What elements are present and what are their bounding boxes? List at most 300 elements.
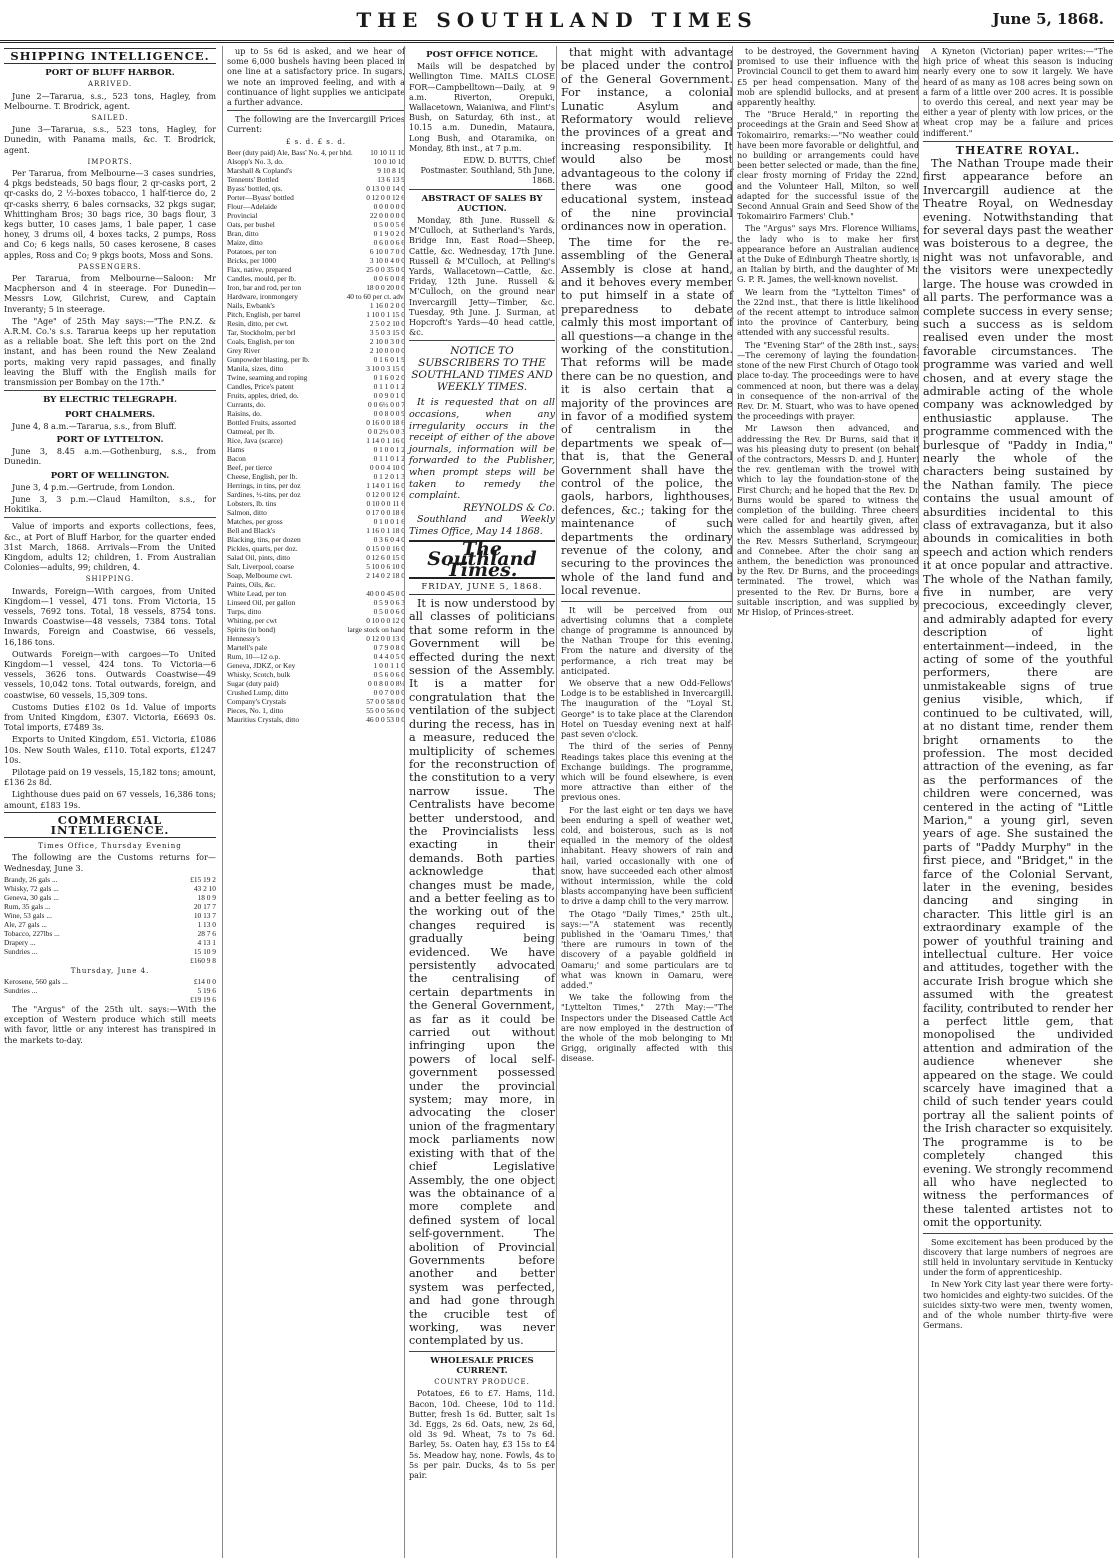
- price-row: [227, 454, 405, 463]
- item-value: 6 10 0 7 0 0: [369, 246, 405, 256]
- item-value: 46 0 0 53 0 0: [366, 714, 405, 724]
- price-row: [227, 481, 405, 490]
- divider: [923, 141, 1113, 142]
- item-name: Soap, Melbourne cwt.: [227, 570, 293, 580]
- price-row: [227, 598, 405, 607]
- item-name: Beer (duty paid) Ale, Bass' No. 4, per hhd.: [227, 147, 353, 157]
- price-row: [227, 238, 405, 247]
- item-name: Coals, English, per ton: [227, 336, 295, 346]
- price-row: [227, 202, 405, 211]
- item-name: Wine, 53 gals ...: [4, 910, 52, 920]
- price-row: [227, 373, 405, 382]
- item-value: 1 14 0 1 16 0: [366, 480, 405, 490]
- item-name: Sundries ...: [4, 986, 38, 996]
- item-value: 15 10 9: [193, 946, 216, 956]
- item-value: 0 1 2 0 1 3: [373, 471, 405, 481]
- item-name: Cheese, English, per lb.: [227, 471, 298, 481]
- prices-header: £ s. d. £ s. d.: [285, 137, 347, 146]
- item-name: Hardware, ironmongery: [227, 291, 299, 301]
- item-name: White Lead, per ton: [227, 588, 287, 598]
- news-nathan-troupe: It will be perceived from our advertising columns that a complete change of programme is announced by the Nathan Troupe for this evening. From the nature and diversity of the performance, a rich treat may be anticipated.: [561, 604, 733, 676]
- times-office-line: Times Office, Thursday Evening: [38, 842, 182, 851]
- item-value: 0 5 0 0 5 6: [373, 219, 405, 229]
- duty-row: [4, 938, 216, 947]
- item-value: 0 7 9 0 8 0: [373, 642, 405, 652]
- divider: [561, 601, 733, 602]
- column-prices: [222, 46, 409, 1558]
- paper-nameplate: The Southland Times.: [409, 540, 555, 579]
- item-name: Tar, Stockholm, per brl: [227, 327, 296, 337]
- subscribers-notice-title: NOTICE TO SUBSCRIBERS TO THE SOUTHLAND TIMES AND WEEKLY TIMES.: [411, 345, 553, 394]
- duty-row: [4, 929, 216, 938]
- duty-row: [4, 986, 216, 995]
- item-name: Oats, per bushel: [227, 219, 275, 229]
- section-commercial-title: COMMERCIAL INTELLIGENCE.: [4, 812, 216, 838]
- item-name: Tobacco, 227lbs ...: [4, 928, 60, 938]
- news-kentucky: Some excitement has been produced by the discovery that large numbers of negroes are still held in involuntary servitude in Kentucky under the form of apprenticeship.: [923, 1236, 1113, 1278]
- column-theatre: [918, 46, 1114, 1558]
- item-value: £160 9 8: [190, 955, 216, 965]
- item-name: Mauritius Crystals, ditto: [227, 714, 300, 724]
- lighthouse-text: Lighthouse dues paid on 67 vessels, 16,386 tons; amount, £183 19s.: [4, 789, 216, 810]
- item-name: Rum, 10—12 o.p.: [227, 651, 281, 661]
- item-name: Crushed Lump, ditto: [227, 687, 289, 697]
- item-name: Manila, sizes, ditto: [227, 363, 284, 373]
- item-name: Martell's pale: [227, 642, 268, 652]
- item-name: Spirits (in bond): [227, 624, 276, 634]
- item-name: Marshall & Copland's: [227, 165, 292, 175]
- customs-text: Customs Duties £102 0s 1d. Value of imports from United Kingdom, £307. Victoria, £6693 0s. Total imports, £7489 3s.: [4, 701, 216, 733]
- price-row: [227, 625, 405, 634]
- item-name: Maize, ditto: [227, 237, 263, 247]
- item-value: 28 7 6: [197, 928, 216, 938]
- wholesale-title: WHOLESALE PRICES CURRENT.: [430, 1355, 534, 1376]
- price-row: [227, 265, 405, 274]
- item-name: Whiting, per cwt: [227, 615, 277, 625]
- price-row: [227, 526, 405, 535]
- duty-row: [4, 920, 216, 929]
- price-row: [227, 310, 405, 319]
- price-row: [227, 301, 405, 310]
- duty-row: [4, 902, 216, 911]
- price-row: [227, 292, 405, 301]
- item-value: 40 to 60 per ct. adv.: [346, 291, 405, 301]
- item-value: 0 5 9 0 6 3: [373, 597, 405, 607]
- item-name: Fruits, apples, dried, do.: [227, 390, 299, 400]
- item-value: 0 1 0 0 1 2: [373, 444, 405, 454]
- price-row: [227, 715, 405, 724]
- price-row: [227, 193, 405, 202]
- argus-report: The "Argus" of the 25th ult. says:—With the exception of Western produce which still meets with favor, little or any interest has transpired in the markets to-day.: [4, 1004, 216, 1045]
- price-row: [227, 211, 405, 220]
- duties-list-2: [4, 977, 216, 1004]
- item-name: Nails, Ewbank's: [227, 300, 275, 310]
- item-name: Matches, per gross: [227, 516, 283, 526]
- subhead-telegraph: BY ELECTRIC TELEGRAPH.: [43, 395, 177, 406]
- item-value: 18 0 9: [197, 892, 216, 902]
- item-value: 0 4 4 0 5 0: [373, 651, 405, 661]
- duties-list: [4, 875, 216, 965]
- price-row: [227, 229, 405, 238]
- item-value: 0 17 0 0 18 6: [366, 507, 405, 517]
- news-penny-readings: The third of the series of Penny Readings takes place this evening at the Exchange buildings. The programme, which will be found elsewhere, is even more attractive than either of the previous ones.: [561, 741, 733, 803]
- item-name: Iron, bar and rod, per ton: [227, 282, 302, 292]
- country-produce-label: COUNTRY PRODUCE.: [434, 1378, 530, 1387]
- item-value: 0 12 6 0 15 0: [366, 552, 405, 562]
- item-value: 0 1 6 0 2 0: [373, 372, 405, 382]
- label-sailed: SAILED.: [91, 114, 129, 123]
- price-row: [227, 544, 405, 553]
- label-shipping: SHIPPING.: [85, 575, 135, 584]
- price-row: [227, 679, 405, 688]
- column-shipping: [4, 46, 220, 1558]
- divider: [409, 1351, 555, 1352]
- price-row: [227, 328, 405, 337]
- item-value: 20 17 7: [193, 901, 216, 911]
- item-value: 22 0 0 0 0 0: [369, 210, 405, 220]
- item-name: Bricks, per 1000: [227, 255, 277, 265]
- item-value: 1 16 0 2 0 0: [369, 300, 405, 310]
- item-value: 0 1 1 0 1 2: [373, 453, 405, 463]
- price-row: [227, 589, 405, 598]
- item-value: 10 10 11 10: [370, 147, 405, 157]
- item-name: Bran, ditto: [227, 228, 259, 238]
- divider: [227, 110, 405, 111]
- divider: [4, 390, 216, 391]
- item-name: Pickles, quarts, per doz.: [227, 543, 298, 553]
- label-arrived: ARRIVED.: [87, 80, 133, 89]
- duty-row: [4, 995, 216, 1004]
- item-name: Salt, Liverpool, coarse: [227, 561, 294, 571]
- news-argus: The "Argus" says Mrs. Florence Williams, the lady who is to make her first appearance before an Australian audience at the Duke of Edinburgh Theatre shortly, is an Italian by birth, and the daughter of Mr G. P. R. James, the well-known novelist.: [737, 223, 919, 285]
- price-row: [227, 418, 405, 427]
- duty-row: [4, 875, 216, 884]
- item-value: 9 10 8 10: [377, 165, 405, 175]
- item-name: Brandy, 26 gals ...: [4, 874, 58, 884]
- price-row: [227, 436, 405, 445]
- item-value: 0 1 0 0 1 6: [373, 516, 405, 526]
- price-row: [227, 580, 405, 589]
- item-name: Paints, Oils, &c.: [227, 579, 276, 589]
- item-name: Rum, 35 gals ...: [4, 901, 51, 911]
- item-value: 2 5 0 2 10 0: [369, 318, 405, 328]
- produce-prices: Potatoes, £6 to £7. Hams, 11d. Bacon, 10d. Cheese, 10d to 11d. Butter, fresh 1s 6d. Butter, salt 1s 3d. Eggs, 2s 6d. Oats, new, 2s 6d, old 3s 9d. Wheat, 7s to 7s 6d. Barley, 5s. Oaten hay, £3 15s to £4 5s. Meadow hay, none. Fowls, 4s to 5s per pair. Ducks, 4s to 5s per pair.: [409, 1388, 555, 1481]
- item-value: 0 10 0 0 11 6: [366, 498, 405, 508]
- thursday-line: Thursday, June 4.: [70, 966, 150, 975]
- collections-text: Value of imports and exports collections, fees, &c., at Port of Bluff Harbor, for the quarter ended 31st March, 1868. Arrivals—From the United Kingdom, adults 12; children, 1. From Australian Colonies—adults, 99; children, 4.: [4, 521, 216, 573]
- item-name: Currants, do.: [227, 399, 266, 409]
- item-value: 0 1 9 0 2 0: [373, 228, 405, 238]
- price-row: [227, 490, 405, 499]
- item-value: 0 5 0 0 6 0: [373, 606, 405, 616]
- pilotage-text: Pilotage paid on 19 vessels, 15,182 tons; amount, £136 2s 8d.: [4, 767, 216, 788]
- price-row: [227, 157, 405, 166]
- item-name: Potatoes, per ton: [227, 246, 277, 256]
- price-row: [227, 553, 405, 562]
- item-name: Sardines, ½-tins, per doz: [227, 489, 301, 499]
- news-kyneton: A Kyneton (Victorian) paper writes:—"The high price of wheat this season is inducing nearly every one to sow it largely. We have heard of as many as 108 acres being sown on a farm of a little over 200 acres. It is possible to overdo this cereal, and next year may be either a year of plenty with low prices, or the wheat crop may be a failure and prices indifferent.": [923, 46, 1113, 138]
- item-value: 0 12 0 0 12 6: [366, 489, 405, 499]
- news-salmon: We learn from the "Lyttelton Times" of the 22nd inst., that there is little likelihood of the recent attempt to introduce salmon into the province of Canterbury, being attended with any successful results.: [737, 286, 919, 338]
- item-name: Bacon: [227, 453, 246, 463]
- item-name: Ale, 27 gals ...: [4, 919, 47, 929]
- price-row: [227, 643, 405, 652]
- price-row: [227, 400, 405, 409]
- price-row: [227, 355, 405, 364]
- item-value: 43 2 10: [193, 883, 216, 893]
- duty-row: [4, 911, 216, 920]
- item-value: 13 6 13 9: [377, 174, 405, 184]
- auction-title: ABSTRACT OF SALES BY AUCTION.: [421, 193, 543, 214]
- item-value: £19 19 6: [190, 995, 216, 1005]
- post-office-title: POST OFFICE NOTICE.: [426, 50, 538, 60]
- price-row: [227, 472, 405, 481]
- item-value: 2 10 0 0 0 0: [369, 345, 405, 355]
- label-imports: IMPORTS.: [87, 157, 133, 166]
- item-value: 25 0 0 35 0 0: [366, 264, 405, 274]
- column-notices: [404, 46, 559, 1558]
- item-name: Bottled Fruits, assorted: [227, 417, 296, 427]
- price-row: [227, 166, 405, 175]
- item-value: 0 16 0 0 18 6: [366, 417, 405, 427]
- outwards-text: Outwards Foreign—with cargoes—To United Kingdom—1 vessel, 424 tons. To Victoria—6 vessels, 3626 tons. Outwards Coastwise—49 vessels, 10,042 tons. Total outwards, foreign, and coastwise, 60 vessels, 15,309 tons.: [4, 648, 216, 700]
- item-name: Drapery ...: [4, 937, 36, 947]
- news-oamaru: The Otago "Daily Times," 25th ult., says:—"A statement was recently published in the 'Oamaru Times,' that 'there are rumours in town of the discovery of a payable goldfield in Oamaru;' and some particulars are to what was known in Oamaru, were added.": [561, 908, 733, 990]
- item-value: 3 10 0 4 0 0: [369, 255, 405, 265]
- item-value: 2 10 0 3 0 0: [369, 336, 405, 346]
- price-row: [227, 652, 405, 661]
- item-value: 3 10 0 3 15 0: [366, 363, 405, 373]
- leader-continued-2: The time for the re-assembling of the General Assembly is close at hand, and it behoves every member to put himself in a state of preparedness to debate calmly this most important of all questions—a change in the working of the constitution. That reforms will be made there can be no question, and it is also certain that a majority of the provinces are in favor of a modified system of centralism in the departments we speak of—that is, that the General Government shall have the control of the police, the gaols, harbors, lighthouses, defences, &c.; taking for the maintenance of such departments the ordinary revenue of the colony, and securing to the provinces the whole of the land fund and local revenue.: [561, 235, 733, 598]
- subhead-port-chalmers: PORT CHALMERS.: [64, 409, 156, 420]
- item-name: Byass' bottled, qts.: [227, 183, 283, 193]
- leader-article: It is now understood by all classes of politicians that some reform in the Government will be effected during the next session of the Assembly. It is a matter for congratulation that the ventilation of the subject during the recess, has in a measure, reduced the multiplicity of schemes for the reconstruction of the constitution to a very narrow issue. The Centralists have become better understood, and the Provincialists less exacting in their demands. Both parties acknowledge that changes must be made, and a better feeling as to the working out of the changes required is gradually being evidenced. We have persistently advocated the centralising of certain departments in the General Government, as far as it could be carried out without infringing upon the powers of local self-government possessed under the provincial system; may more, in advocating the closer union of the fragmentary mock parliaments now existing with that of the chief Legislative Assembly, the one object was the obtainance of a more complete and defined system of local self-government. The abolition of Provincial Governments before another and better system was perfected, and had gone through the crucible test of working, was never contemplated by us.: [409, 597, 555, 1348]
- item-name: Salad Oil, pints, ditto: [227, 552, 291, 562]
- item-value: 10 13 7: [193, 910, 216, 920]
- duty-row: [4, 956, 216, 965]
- port-lyttelton-entry: June 3, 8.45 a.m.—Gothenburg, s.s., from Dunedin.: [4, 446, 216, 467]
- item-name: Company's Crystals: [227, 696, 287, 706]
- price-row: [227, 256, 405, 265]
- item-name: Twine, seaming and roping: [227, 372, 308, 382]
- item-name: Flax, native, prepared: [227, 264, 292, 274]
- price-row: [227, 346, 405, 355]
- item-value: £15 19 2: [190, 874, 216, 884]
- price-row: [227, 220, 405, 229]
- price-row: [227, 499, 405, 508]
- news-odd-fellows: We observe that a new Odd-Fellows' Lodge is to be established in Invercargill. The inauguration of the "Loyal St. George" is to take place at the Clarendon Hotel on Tuesday evening next at half-past seven o'clock.: [561, 678, 733, 740]
- duty-row: [4, 884, 216, 893]
- leader-continued-1: that might with advantage be placed under the control of the General Government. For instance, a colonial Lunatic Asylum and Reformatory would relieve the provinces of a great and increasing responsibility. It would also be most advantageous to the colony if there was one good educational system, instead of the nine provincial ordinances now in operation.: [561, 46, 733, 234]
- price-row: [227, 571, 405, 580]
- label-passengers: PASSENGERS.: [78, 262, 142, 271]
- price-row: [227, 670, 405, 679]
- post-office-signature: EDW. D. BUTTS, Chief Postmaster. Southland, 5th June, 1868.: [420, 155, 555, 186]
- port-wellington-arrival: June 3, 4 p.m.—Gertrude, from London.: [12, 481, 176, 492]
- item-value: 1 14 0 1 16 0: [366, 435, 405, 445]
- item-name: Porter—Byass' bottled: [227, 192, 294, 202]
- imports-text: Per Tararua, from Melbourne—3 cases sundries, 4 pkgs bedsteads, 50 bags flour, 2 qr-casks port, 2 qr-casks do, 2 ½-boxes tobacco, 1 half-tierce do, 2 qr-casks sherry, 6 bales cornsacks, 32 pkgs sugar, Whittingham Bros; 30 bags rice, 30 bags flour, 3 kegs butter, 10 cases jams, 1 bale paper, 1 case honey, 3 drums oil, 4 boxes tacks, 2 pumps, Ross and Co; 6 kegs nails, 50 cases kerosene, 8 cases apples, Ross and Co; 9 pkgs boots, Moss and Sons.: [4, 168, 216, 260]
- item-value: 10 0 10 10: [373, 156, 405, 166]
- item-name: Provincial: [227, 210, 258, 220]
- item-value: 0 0 0 0 0 0: [373, 201, 405, 211]
- item-name: Candles, Price's patent: [227, 381, 294, 391]
- item-value: 4 13 1: [197, 937, 216, 947]
- item-value: £14 0 0: [193, 977, 216, 987]
- item-name: Blacking, tins, per dozen: [227, 534, 301, 544]
- duty-row: [4, 947, 216, 956]
- item-name: Sundries ...: [4, 946, 38, 956]
- newspaper-title: THE SOUTHLAND TIMES: [356, 8, 758, 32]
- auction-text: Monday, 8th June. Russell & M'Culloch, at Sutherland's Yards, Bridge Inn, East Road—Sheep, Cattle, &c. Wednesday, 17th June. Russell & M'Culloch, at Pelling's Yards, Wallacetown—Cattle, &c. Friday, 12th June. Russell & M'Culloch, on the ground near Invercargill Jetty—Timber, &c. Tuesday, 9th June. J. Surman, at Hopcroft's Yards—40 head cattle, &c.: [409, 215, 555, 338]
- issue-date: June 5, 1868.: [992, 10, 1104, 28]
- item-name: Grey River: [227, 345, 261, 355]
- item-name: Oatmeal, per lb.: [227, 426, 275, 436]
- inwards-text: Inwards, Foreign—With cargoes, from United Kingdom—1 vessel, 471 tons. From Victoria, 15 vessels, 7692 tons. Total, 18 vessels, 8754 tons. Inwards Coastwise—48 vessels, 7384 tons. Total Inwards, Foreign and Coastwise, 66 vessels, 16,186 tons.: [4, 585, 216, 647]
- subhead-port-bluff: PORT OF BLUFF HARBOR.: [45, 68, 175, 79]
- item-value: 5 19 6: [197, 986, 216, 996]
- prices-current-list: [227, 148, 405, 724]
- price-row: [227, 562, 405, 571]
- price-row: [227, 688, 405, 697]
- duty-row: [4, 893, 216, 902]
- item-name: Beef, per tierce: [227, 462, 273, 472]
- item-name: Hams: [227, 444, 245, 454]
- item-name: Whisky, Scotch, bulk: [227, 669, 291, 679]
- price-row: [227, 391, 405, 400]
- item-name: Flour—Adelaide: [227, 201, 278, 211]
- news-cattle: We take the following from the "Lyttelton Times," 27th May:—"The Inspectors under the Diseased Cattle Act are now employed in the destruction of the whole of the mob belonging to Mr Grigg, originally affected with this disease.: [561, 992, 733, 1064]
- item-name: Pieces, No. 1, ditto: [227, 705, 284, 715]
- item-name: Kerosene, 560 gals ...: [4, 977, 68, 987]
- item-value: 0 13 0 0 14 0: [366, 183, 405, 193]
- subscribers-notice-body: It is requested that on all occasions, when any irregularity occurs in the receipt of either of the above journals, information will be forwarded to the Publisher, when prompt steps will be taken to remedy the complaint.: [409, 397, 555, 502]
- item-name: Lobsters, lb. tins: [227, 498, 277, 508]
- exports-text: Exports to United Kingdom, £51. Victoria, £1086 10s. New South Wales, £110. Total exports, £1247 10s.: [4, 734, 216, 765]
- item-value: 0 12 0 0 12 6: [366, 192, 405, 202]
- price-row: [227, 364, 405, 373]
- news-compensation: to be destroyed, the Government having promised to use their influence with the Provincial Council to get them to award him £5 per head compensation. Many of the mob are splendid bullocks, and at present apparently healthy.: [737, 46, 919, 108]
- price-row: [227, 661, 405, 670]
- customs-returns-intro: The following are the Customs returns for— Wednesday, June 3.: [4, 852, 216, 873]
- item-value: 2 14 0 2 18 0: [366, 570, 405, 580]
- item-value: 0 0 6 0 0 8: [373, 273, 405, 283]
- item-name: Salmon, ditto: [227, 507, 267, 517]
- subhead-port-lyttelton: PORT OF LYTTELTON.: [56, 434, 164, 445]
- item-value: 0 0 0 4 10 0: [369, 462, 405, 472]
- price-row: [227, 319, 405, 328]
- price-row: [227, 517, 405, 526]
- item-value: 0 0 9 0 1 0: [373, 390, 405, 400]
- item-value: 0 12 0 0 13 0: [366, 633, 405, 643]
- subhead-port-wellington: PORT OF WELLINGTON.: [50, 470, 170, 481]
- arrival-entry: June 2—Tararua, s.s., 523 tons, Hagley, from Melbourne. T. Brodrick, agent.: [4, 90, 216, 111]
- theatre-title: THEATRE ROYAL.: [955, 143, 1081, 157]
- item-value: 0 10 0 0 12 0: [366, 615, 405, 625]
- item-name: Gunpowder blasting, per lb.: [227, 354, 310, 364]
- item-value: 0 0 6½ 0 0 7: [368, 399, 405, 409]
- item-value: 55 0 0 56 0 0: [366, 705, 405, 715]
- column-leader-continued: [556, 46, 737, 1558]
- item-value: 40 0 0 45 0 0: [366, 588, 405, 598]
- item-name: Candles, mould, per lb.: [227, 273, 296, 283]
- prices-intro: The following are the Invercargill Prices Current:: [227, 114, 405, 135]
- item-name: Resin, ditto, per cwt.: [227, 318, 289, 328]
- news-foundation-stone: Mr Lawson then advanced, and addressing the Rev. Dr Burns, said that it was his pleasing duty to present (on behalf of the contractors, Messrs D. and J. Hunter) the rev. gentleman with the trowel with which to lay the foundation-stone of the First Church; and he hoped that the Rev. Dr Burns would be spared to witness the completion of the building. Three cheers were called for and heartily given, after which the assemblage was addressed by the Rev. Messrs Sutherland, Scrymgeour, and Connebee. After the choir sang an anthem, the benediction was pronounced by the Rev. Dr Burns, and the proceedings terminated. The trowel, which was presented to the Rev. Dr Burns, bore a suitable inscription, and was supplied by Mr Hislop, of Princes-street.: [737, 423, 919, 617]
- age-quote: The "Age" of 25th May says:—"The P.N.Z. & A.R.M. Co.'s s.s. Tararua keeps up her reputation as a reliable boat. She left this port on the 2nd instant, and has been round the New Zealand ports, making very rapid passages, and finally leaving the Bluff with the English mails for transmission per Bombay on the 17th.": [4, 315, 216, 388]
- item-value: 0 0 7 0 0 0: [373, 687, 405, 697]
- item-name: Rice, Java (scarce): [227, 435, 283, 445]
- item-value: 3 5 0 3 15 0: [369, 327, 405, 337]
- item-value: 0 0 2½ 0 0 3: [368, 426, 405, 436]
- item-name: Geneva, 30 gals ...: [4, 892, 59, 902]
- news-bruce-herald: The "Bruce Herald," in reporting the proceedings at the Grain and Seed Show at Tokomairiro, remarks:—"No weather could have been more favorable or delightful, and no building or arrangements could have been better selected or made, than the fine, clear frosty morning of Friday the 22nd, and the Volunteer Hall, Milton, so well adapted for the successful issue of the Second Annual Grain and Seed Show of the Tokomairiro Farmers' Club.": [737, 109, 919, 222]
- item-value: 0 6 0 0 6 6: [373, 237, 405, 247]
- item-value: 0 0 8 0 0 9: [373, 408, 405, 418]
- item-value: 5 10 0 6 10 0: [366, 561, 405, 571]
- item-value: 1 0 0 1 1 0: [373, 660, 405, 670]
- section-shipping-title: SHIPPING INTELLIGENCE.: [4, 48, 216, 64]
- port-wellington-sailed: June 3, 3 p.m.—Claud Hamilton, s.s., for Hokitika.: [4, 493, 216, 515]
- price-row: [227, 535, 405, 544]
- price-row: [227, 247, 405, 256]
- item-value: 1 16 0 1 18 0: [366, 525, 405, 535]
- item-value: 0 1 6 0 1 9: [373, 354, 405, 364]
- price-row: [227, 697, 405, 706]
- item-name: Bell and Black's: [227, 525, 276, 535]
- item-value: 0 0 8 0 0 8¼: [368, 678, 405, 688]
- item-value: 0 5 6 0 6 0: [373, 669, 405, 679]
- item-name: Whisky, 72 gals ...: [4, 883, 59, 893]
- price-row: [227, 274, 405, 283]
- item-value: 0 3 6 0 4 0: [373, 534, 405, 544]
- price-row: [227, 508, 405, 517]
- divider: [409, 189, 555, 190]
- item-value: 1 13 0: [197, 919, 216, 929]
- item-value: 0 15 0 0 16 0: [366, 543, 405, 553]
- price-row: [227, 283, 405, 292]
- notice-signature: REYNOLDS & Co.: [463, 502, 555, 514]
- leader-dateline: FRIDAY, JUNE 5, 1868.: [409, 582, 555, 595]
- price-row: [227, 337, 405, 346]
- news-new-york: In New York City last year there were forty-two homicides and eighty-two suicides. Of the suicides sixty-two were men, twenty women, and of the whole number thirty-five were Germans.: [923, 1279, 1113, 1331]
- item-name: Linseed Oil, per gallon: [227, 597, 296, 607]
- price-row: [227, 148, 405, 157]
- price-row: [227, 445, 405, 454]
- item-name: Tennents' Bottled: [227, 174, 279, 184]
- notice-office: Southland and Weekly Times Office, May 14 1868.: [409, 514, 555, 537]
- item-value: 18 0 0 20 0 0: [366, 282, 405, 292]
- item-name: Turps, ditto: [227, 606, 262, 616]
- market-report: up to 5s 6d is asked, and we hear of some 6,000 bushels having been placed in one line at a satisfactory price. In sugars, we note an improved feeling, and with a continuance of light supplies we anticipate a further advance.: [227, 46, 405, 108]
- theatre-review: The Nathan Troupe made their first appearance before an Invercargill audience at the Theatre Royal, on Wednesday evening. Notwithstanding that for several days past the weather was boisterous to a degree, the night was not unfavorable, and the visitors were unexpectedly large. The house was crowded in all parts. The performance was a complete success in every sense; such a success as is seldom realised even under the most favorable circumstances. The programme was varied and well chosen, and at every stage the admirable acting of the whole company was acknowledged by enthusiastic applause. The programme commenced with the burlesque of "Paddy in India," nearly the whole of the characters being sustained by the Nathan family. The piece contains the usual amount of absurdities incidental to this class of extravaganza, but it also abounds in comicalities in both speech and action which renders it at once popular and attractive. The whole of the Nathan family, five in number, are very precocious, exceedingly clever, and admirably adapted for every description of light entertainment—indeed, in the acting of some of the youthful performers, there are unmistakeable signs of true genius visible, which, if continued to be cultivated, will, at no distant time, render them bright ornaments to the profession. The most decided attraction of the evening, as far as the performances of the children were concerned, was centered in the acting of "Little Marion," a young girl, seven years of age. She sustained the parts of "Paddy Murphy" in the first piece, and "Bridget," in the farce of the Colonial Servant, later in the evening, besides dancing and singing in character. This little girl is an extraordinary example of the power of youthful training and intellectual culture. Her voice and attitudes, together with the accurate Irish brogue which she assumed with the greatest facility, contributed to render her a perfect little gem, that monopolised the undivided attention and admiration of the audience whenever she appeared on the stage. We could scarcely have imagined that a child of such tender years could portray all the salient points of the Irish character so exquisitely. The programme is to be completely changed this evening. We strongly recommend all who have neglected to witness the performances of these talented artistes not to omit the opportunity.: [923, 157, 1113, 1230]
- item-name: Hennessy's: [227, 633, 260, 643]
- price-row: [227, 184, 405, 193]
- item-value: large stock on hand: [347, 624, 405, 634]
- item-value: 0 1 1 0 1 2: [373, 381, 405, 391]
- item-value: 57 0 0 58 0 0: [366, 696, 405, 706]
- column-news: [732, 46, 923, 1558]
- item-name: Geneva, JDKZ, or Key: [227, 660, 296, 670]
- price-row: [227, 427, 405, 436]
- divider: [4, 517, 216, 518]
- item-name: Pitch, English, per barrel: [227, 309, 301, 319]
- price-row: [227, 382, 405, 391]
- item-name: Raisins, do.: [227, 408, 262, 418]
- price-row: [227, 409, 405, 418]
- item-value: 1 10 0 1 15 0: [366, 309, 405, 319]
- item-name: Alsopp's No. 3, do.: [227, 156, 284, 166]
